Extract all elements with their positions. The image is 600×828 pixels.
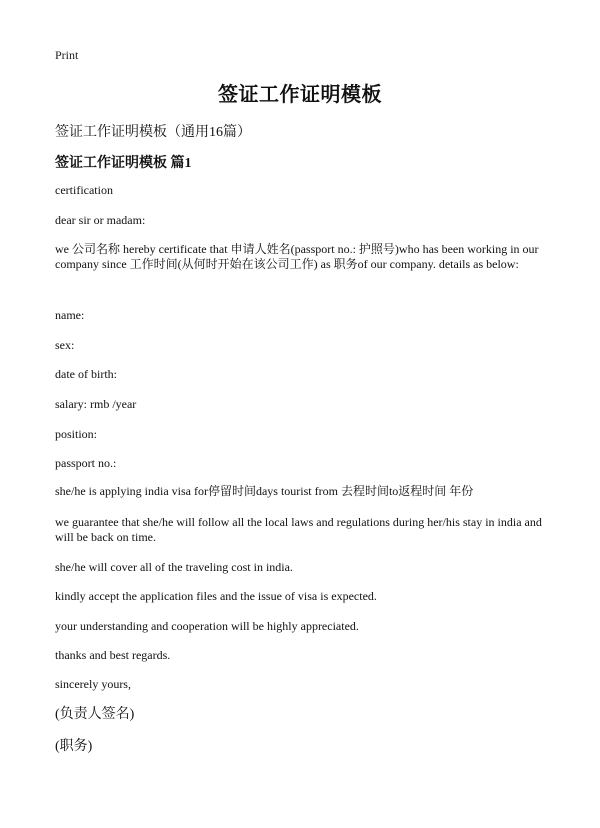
document-subtitle: 签证工作证明模板（通用16篇） bbox=[55, 125, 251, 140]
section-heading: 签证工作证明模板 篇1 bbox=[55, 156, 192, 171]
position-placeholder: (职务) bbox=[55, 739, 93, 754]
field-passport-no: passport no.: bbox=[55, 456, 117, 470]
paragraph-intro: we 公司名称 hereby certificate that 申请人姓名(passport no.: 护照号)who has been working in our company since 工作时间(从何时开始在该公司工作) as 职务of our company. details as below: bbox=[55, 242, 539, 271]
paragraph-certification: certification bbox=[55, 183, 113, 197]
field-name: name: bbox=[55, 308, 85, 322]
paragraph-appreciation: your understanding and cooperation will be highly appreciated. bbox=[55, 619, 359, 633]
field-position: position: bbox=[55, 427, 98, 441]
paragraph-visa-application: she/he is applying india visa for停留时间days tourist from 去程时间to返程时间 年份 bbox=[55, 484, 474, 498]
field-sex: sex: bbox=[55, 338, 75, 352]
paragraph-sincerely: sincerely yours, bbox=[55, 677, 131, 691]
paragraph-regards: thanks and best regards. bbox=[55, 648, 171, 662]
paragraph-kindly-accept: kindly accept the application files and the issue of visa is expected. bbox=[55, 589, 377, 603]
field-date-of-birth: date of birth: bbox=[55, 367, 117, 381]
page-title: 签证工作证明模板 bbox=[218, 84, 382, 106]
paragraph-cost: she/he will cover all of the traveling cost in india. bbox=[55, 560, 293, 574]
signature-placeholder: (负责人签名) bbox=[55, 707, 135, 722]
paragraph-salutation: dear sir or madam: bbox=[55, 213, 146, 227]
field-salary: salary: rmb /year bbox=[55, 397, 137, 411]
paragraph-guarantee: we guarantee that she/he will follow all the local laws and regulations during her/his stay in india and will be back on time. bbox=[55, 515, 542, 544]
print-link[interactable]: Print bbox=[55, 48, 79, 62]
